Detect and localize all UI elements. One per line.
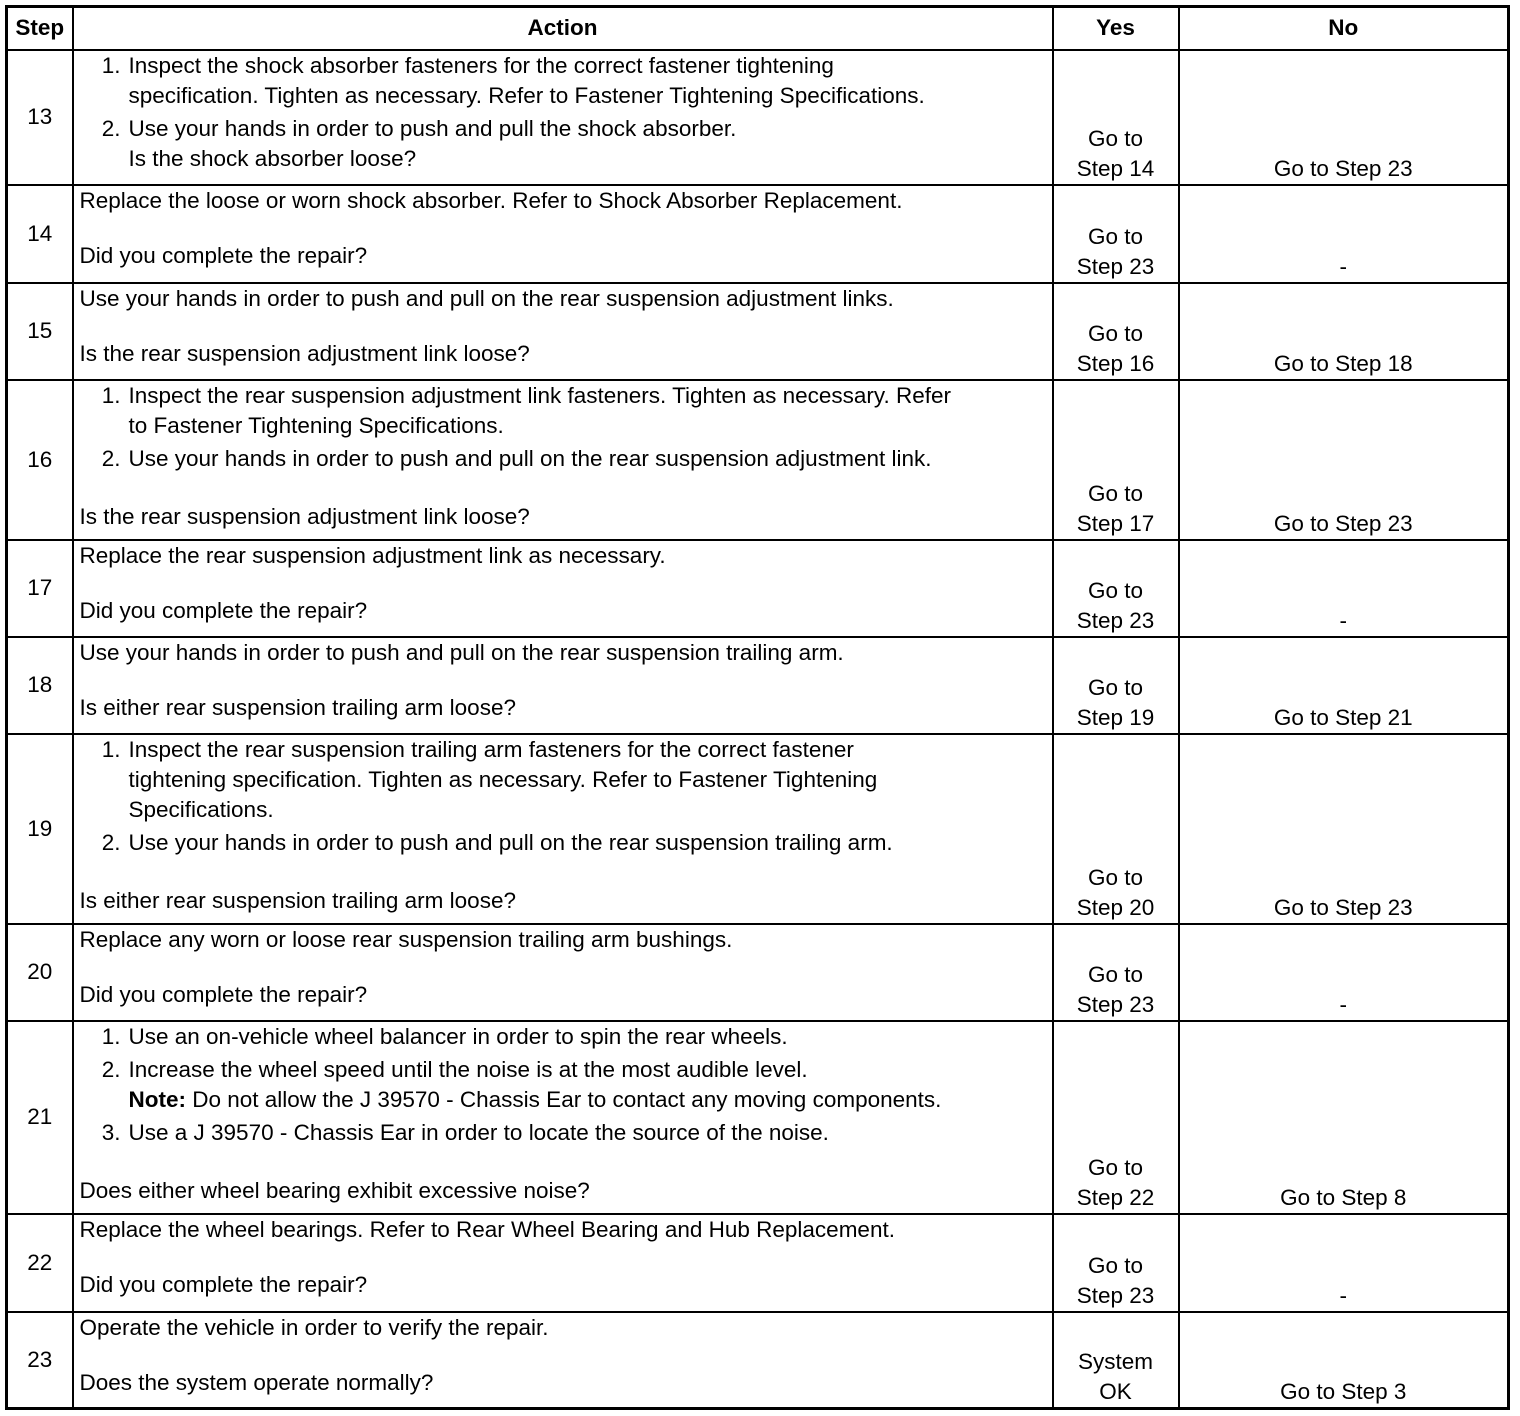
action-text: Use your hands in order to push and pull on the rear suspension trailing arm. <box>79 639 844 665</box>
diagnostic-document <box>5 5 1507 1410</box>
table-row <box>7 1312 1509 1409</box>
table-row <box>7 50 1509 185</box>
action-cell <box>73 540 1053 637</box>
yes-result-line: Go to <box>1087 1154 1144 1180</box>
instruction-line: Use your hands in order to push and pull on the rear suspension trailing arm. <box>128 829 893 855</box>
action-text: Replace any worn or loose rear suspension trailing arm bushings. <box>79 926 733 952</box>
yes-result-line: Go to <box>1087 480 1144 506</box>
instruction-item <box>80 1055 1046 1115</box>
yes-result <box>1053 924 1179 1021</box>
spacer <box>80 477 1046 502</box>
action-cell <box>73 185 1053 283</box>
step-number: 23 <box>7 1312 73 1409</box>
diagnostic-table <box>5 5 1510 1410</box>
instruction-number: 2. <box>101 1056 121 1082</box>
question-text: Is the rear suspension adjustment link loose? <box>79 503 530 529</box>
yes-result-line: System <box>1077 1349 1153 1374</box>
instruction-line: Increase the wheel speed until the noise is at the most audible level. <box>128 1056 808 1082</box>
spacer <box>80 314 1046 339</box>
instruction-text <box>129 1055 1046 1115</box>
instruction-number: 1. <box>101 1023 121 1049</box>
yes-result-line: OK <box>1099 1379 1132 1404</box>
spacer <box>80 955 1046 980</box>
instruction-text <box>129 1118 1046 1148</box>
spacer <box>80 668 1046 693</box>
instruction-list <box>80 381 1046 474</box>
step-number: 17 <box>7 540 73 637</box>
step-number: 18 <box>7 637 73 734</box>
instruction-number: 1. <box>101 382 121 408</box>
note-text: Do not allow the J 39570 - Chassis Ear to contact any moving components. <box>186 1086 942 1112</box>
no-result: Go to Step 3 <box>1179 1312 1509 1409</box>
yes-result-line: Step 23 <box>1076 991 1155 1017</box>
yes-result-line: Go to <box>1087 125 1144 151</box>
step-number: 22 <box>7 1214 73 1312</box>
action-cell <box>73 1214 1053 1312</box>
action-cell <box>73 283 1053 380</box>
action-cell <box>73 50 1053 185</box>
instruction-text <box>129 381 1046 441</box>
yes-result-line: Go to <box>1087 1252 1144 1278</box>
step-number: 14 <box>7 185 73 283</box>
action-cell <box>73 924 1053 1021</box>
yes-result <box>1053 283 1179 380</box>
question-text: Did you complete the repair? <box>79 597 368 623</box>
instruction-number: 3. <box>101 1119 121 1145</box>
yes-result-line: Step 23 <box>1076 607 1155 633</box>
yes-result <box>1053 1021 1179 1214</box>
question-text: Does the system operate normally? <box>79 1369 434 1395</box>
yes-result <box>1053 1214 1179 1312</box>
instruction-number: 2. <box>101 445 121 471</box>
table-row <box>7 734 1509 924</box>
instruction-item <box>80 114 1046 144</box>
instruction-number: 2. <box>101 115 121 141</box>
instruction-text <box>129 444 1046 474</box>
instruction-line: to Fastener Tightening Specifications. <box>128 412 504 438</box>
yes-result <box>1053 1312 1179 1409</box>
yes-result-line: Step 16 <box>1076 350 1155 376</box>
step-number: 15 <box>7 283 73 380</box>
action-text: Replace the loose or worn shock absorber. Refer to Shock Absorber Replacement. <box>79 187 903 213</box>
no-result: - <box>1179 1214 1509 1312</box>
spacer <box>80 1343 1046 1368</box>
instruction-item <box>80 828 1046 858</box>
no-result: - <box>1179 924 1509 1021</box>
action-cell <box>73 1021 1053 1214</box>
spacer <box>80 861 1046 886</box>
instruction-list <box>80 735 1046 858</box>
yes-result-line: Go to <box>1087 577 1144 603</box>
question-text: Does either wheel bearing exhibit excessive noise? <box>79 1177 590 1203</box>
instruction-text <box>129 1022 1046 1052</box>
action-text: Operate the vehicle in order to verify the repair. <box>79 1314 549 1340</box>
no-result: Go to Step 23 <box>1179 50 1509 185</box>
table-header-row <box>7 7 1509 50</box>
instruction-item <box>80 381 1046 441</box>
yes-result-line: Step 14 <box>1076 155 1155 181</box>
no-result: Go to Step 23 <box>1179 380 1509 540</box>
table-row <box>7 540 1509 637</box>
yes-result <box>1053 50 1179 185</box>
question-text: Did you complete the repair? <box>79 981 368 1007</box>
action-text: Use your hands in order to push and pull on the rear suspension adjustment links. <box>79 285 894 311</box>
instruction-number: 1. <box>101 736 121 762</box>
instruction-text <box>129 114 1046 144</box>
action-cell <box>73 734 1053 924</box>
instruction-line: tightening specification. Tighten as necessary. Refer to Fastener Tightening <box>128 766 878 792</box>
table-row <box>7 924 1509 1021</box>
action-cell <box>73 1312 1053 1409</box>
no-result: Go to Step 8 <box>1179 1021 1509 1214</box>
no-result: - <box>1179 185 1509 283</box>
instruction-item <box>80 444 1046 474</box>
header-action: Action <box>73 7 1053 50</box>
action-text: Replace the rear suspension adjustment link as necessary. <box>79 542 666 568</box>
instruction-number: 2. <box>101 829 121 855</box>
instruction-line: Use an on-vehicle wheel balancer in order to spin the rear wheels. <box>128 1023 788 1049</box>
yes-result-line: Go to <box>1087 674 1144 700</box>
spacer <box>80 1151 1046 1176</box>
step-number: 21 <box>7 1021 73 1214</box>
yes-result <box>1053 380 1179 540</box>
no-result: Go to Step 21 <box>1179 637 1509 734</box>
instruction-line: specification. Tighten as necessary. Refer to Fastener Tightening Specifications. <box>128 82 925 108</box>
yes-result-line: Step 17 <box>1076 510 1155 536</box>
instruction-item <box>80 51 1046 111</box>
header-no: No <box>1179 7 1509 50</box>
yes-result-line: Go to <box>1087 961 1144 987</box>
instruction-list <box>80 1022 1046 1148</box>
instruction-item <box>80 1022 1046 1052</box>
instruction-line: Specifications. <box>128 796 274 822</box>
question-text: Is either rear suspension trailing arm loose? <box>79 694 516 720</box>
table-row <box>7 1214 1509 1312</box>
instruction-line: Inspect the rear suspension trailing arm fasteners for the correct fastener <box>128 736 854 762</box>
instruction-line: Inspect the shock absorber fasteners for the correct fastener tightening <box>128 52 834 78</box>
no-result: - <box>1179 540 1509 637</box>
header-yes: Yes <box>1053 7 1179 50</box>
step-number: 16 <box>7 380 73 540</box>
note-label: Note: <box>128 1086 186 1112</box>
table-row <box>7 637 1509 734</box>
table-row <box>7 380 1509 540</box>
spacer <box>80 571 1046 596</box>
instruction-text <box>129 828 1046 858</box>
spacer <box>80 1245 1046 1270</box>
yes-result <box>1053 637 1179 734</box>
instruction-line: Use a J 39570 - Chassis Ear in order to locate the source of the noise. <box>128 1119 829 1145</box>
yes-result-line: Step 23 <box>1076 253 1155 279</box>
yes-result-line: Step 20 <box>1076 894 1155 920</box>
action-cell <box>73 380 1053 540</box>
question-text: Is either rear suspension trailing arm loose? <box>79 887 516 913</box>
no-result: Go to Step 23 <box>1179 734 1509 924</box>
question-text: Is the rear suspension adjustment link loose? <box>79 340 530 366</box>
instruction-list <box>80 51 1046 144</box>
table-row <box>7 185 1509 283</box>
yes-result-line: Step 22 <box>1076 1184 1155 1210</box>
spacer <box>80 216 1046 241</box>
instruction-number: 1. <box>101 52 121 78</box>
yes-result <box>1053 540 1179 637</box>
action-cell <box>73 637 1053 734</box>
yes-result-line: Go to <box>1087 320 1144 346</box>
instruction-item <box>80 1118 1046 1148</box>
instruction-line: Inspect the rear suspension adjustment link fasteners. Tighten as necessary. Refer <box>128 382 952 408</box>
step-number: 13 <box>7 50 73 185</box>
instruction-line: Use your hands in order to push and pull on the rear suspension adjustment link. <box>128 445 932 471</box>
action-text: Replace the wheel bearings. Refer to Rear Wheel Bearing and Hub Replacement. <box>79 1216 895 1242</box>
yes-result <box>1053 734 1179 924</box>
question-text: Did you complete the repair? <box>79 242 368 268</box>
note-line <box>129 1085 1046 1115</box>
yes-result-line: Step 19 <box>1076 704 1155 730</box>
step-number: 19 <box>7 734 73 924</box>
step-number: 20 <box>7 924 73 1021</box>
yes-result <box>1053 185 1179 283</box>
instruction-text <box>129 735 1046 825</box>
yes-result-line: Step 23 <box>1076 1282 1155 1308</box>
no-result: Go to Step 18 <box>1179 283 1509 380</box>
instruction-line: Use your hands in order to push and pull the shock absorber. <box>128 115 737 141</box>
instruction-item <box>80 735 1046 825</box>
table-row <box>7 1021 1509 1214</box>
question-text: Did you complete the repair? <box>79 1271 368 1297</box>
question-text: Is the shock absorber loose? <box>128 145 417 171</box>
yes-result-line: Go to <box>1087 223 1144 249</box>
header-step: Step <box>7 7 73 50</box>
instruction-text <box>129 51 1046 111</box>
table-row <box>7 283 1509 380</box>
yes-result-line: Go to <box>1087 864 1144 890</box>
